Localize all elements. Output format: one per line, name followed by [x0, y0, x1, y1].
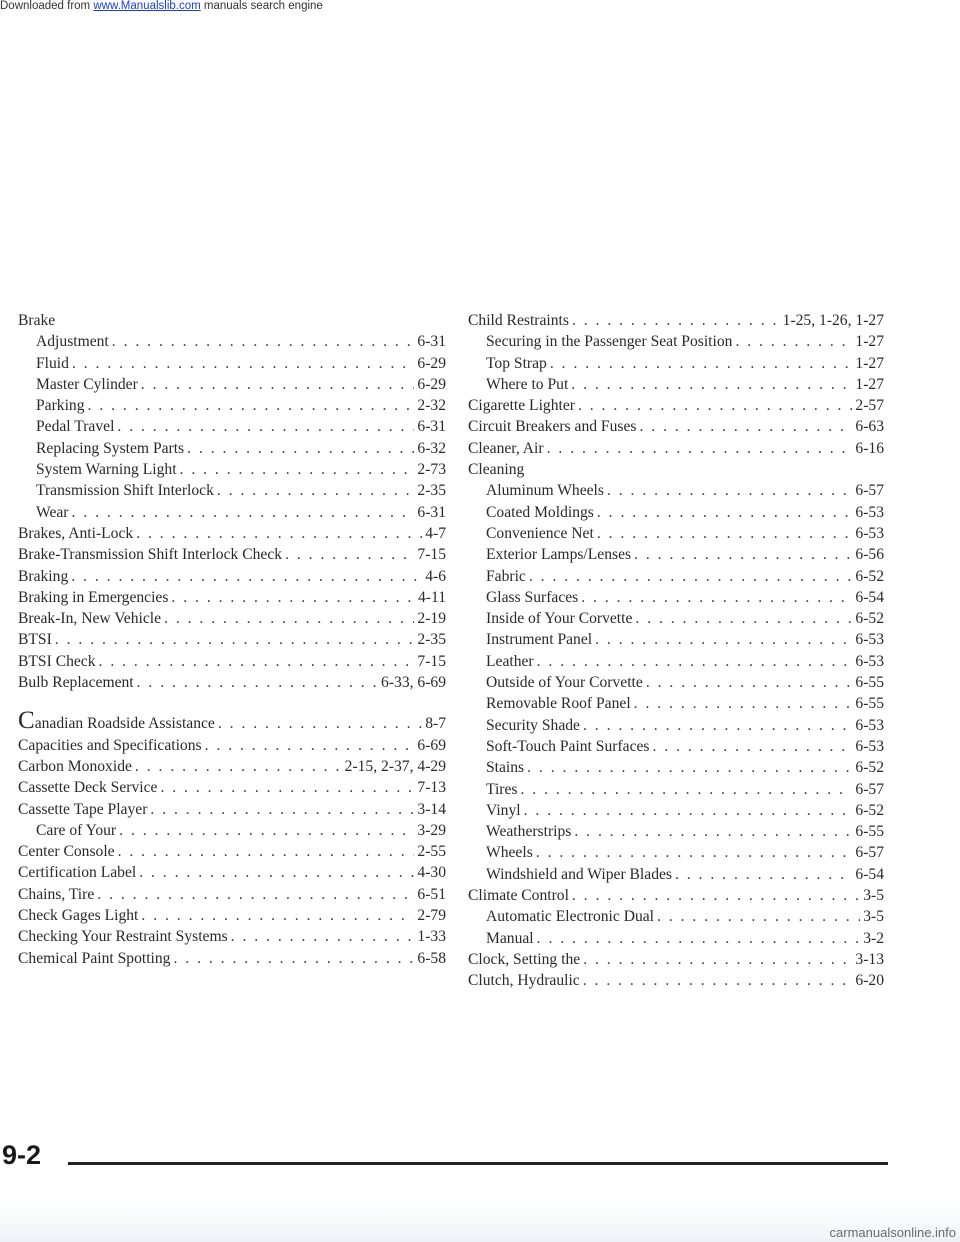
index-entry [18, 926, 446, 947]
index-subentry [468, 374, 884, 395]
dot-leader [112, 331, 415, 352]
entry-label: Parking [36, 397, 85, 415]
entry-label: Automatic Electronic Dual [486, 908, 655, 926]
dot-leader [537, 651, 853, 672]
index-entry [18, 651, 446, 672]
entry-label: Care of Your [36, 821, 117, 839]
entry-page-ref: 6-53 [855, 716, 884, 734]
entry-label: Cigarette Lighter [468, 397, 575, 415]
index-entry [18, 544, 446, 565]
entry-page-ref: 3-29 [417, 821, 446, 839]
index-subentry [468, 331, 884, 352]
index-subentry [468, 544, 884, 565]
dot-leader [285, 544, 414, 565]
section-gap [18, 693, 446, 711]
entry-label: Removable Roof Panel [486, 695, 631, 713]
entry-label: Child Restraints [468, 312, 569, 329]
index-subentry [468, 480, 884, 501]
entry-page-ref: 1-33 [417, 928, 446, 946]
index-subentry [468, 523, 884, 544]
dot-leader [578, 395, 852, 416]
entry-page-ref: 3-5 [863, 908, 884, 926]
dot-leader [97, 884, 414, 905]
index-subentry [18, 438, 446, 459]
dot-leader [205, 735, 415, 756]
index-entry [18, 672, 446, 693]
dot-leader [218, 713, 422, 734]
entry-label: Center Console [18, 843, 115, 861]
entry-label: Stains [486, 759, 525, 777]
entry-page-ref: 6-31 [417, 333, 446, 351]
dot-leader [171, 587, 415, 608]
index-subentry [468, 587, 884, 608]
entry-page-ref: 2-35 [417, 631, 446, 649]
entry-label: Vinyl [486, 801, 521, 819]
entry-page-ref: 6-53 [855, 737, 884, 755]
index-subentry [18, 374, 446, 395]
dot-leader [583, 715, 852, 736]
entry-label: Inside of Your Corvette [486, 610, 633, 628]
dot-leader [71, 566, 422, 587]
index-entry [18, 735, 446, 756]
index-subentry [468, 629, 884, 650]
entry-label: Braking in Emergencies [18, 588, 169, 606]
index-entry [468, 438, 884, 459]
entry-page-ref: 2-19 [417, 610, 446, 628]
index-entry [468, 885, 884, 906]
entry-label: Soft-Touch Paint Surfaces [486, 737, 650, 755]
index-entry [18, 884, 446, 905]
entry-label: Outside of Your Corvette [486, 674, 643, 692]
entry-page-ref: 6-52 [855, 610, 884, 628]
entry-page-ref: 7-15 [417, 652, 446, 670]
index-entry [18, 587, 446, 608]
entry-label: Bulb Replacement [18, 674, 134, 692]
dot-leader [135, 756, 342, 777]
entry-label: Leather [486, 652, 534, 670]
entry-label: Brakes, Anti-Lock [18, 524, 134, 542]
index-entry [18, 862, 446, 883]
dot-leader [136, 523, 422, 544]
dot-leader [574, 821, 852, 842]
entry-page-ref: 6-52 [855, 567, 884, 585]
dot-leader [72, 502, 415, 523]
entry-page-ref: 8-7 [425, 715, 446, 733]
entry-page-ref: 3-2 [863, 929, 884, 947]
entry-label: Climate Control [468, 887, 569, 905]
index-subentry [18, 395, 446, 416]
entry-label: Capacities and Specifications [18, 736, 202, 754]
entry-page-ref: 6-53 [855, 524, 884, 542]
entry-label: Check Gages Light [18, 907, 139, 925]
entry-label: Brake-Transmission Shift Interlock Check [18, 546, 283, 564]
entry-page-ref: 1-27 [855, 354, 884, 372]
entry-label: Coated Moldings [486, 503, 594, 521]
entry-page-ref: 6-52 [855, 759, 884, 777]
dot-leader [160, 777, 414, 798]
entry-label: Where to Put [486, 375, 569, 393]
index-subentry [468, 502, 884, 523]
dot-leader [527, 757, 852, 778]
entry-page-ref: 1-27 [855, 375, 884, 393]
entry-label: Break-In, New Vehicle [18, 610, 162, 628]
index-subentry [18, 353, 446, 374]
entry-page-ref: 6-57 [855, 482, 884, 500]
index-entry [18, 948, 446, 969]
entry-page-ref: 6-54 [855, 865, 884, 883]
dot-leader [139, 862, 414, 883]
entry-label: Checking Your Restraint Systems [18, 928, 228, 946]
entry-label: Wear [36, 503, 69, 521]
header-prefix: Downloaded from [0, 0, 94, 12]
dot-leader [141, 905, 414, 926]
entry-page-ref: 6-31 [417, 503, 446, 521]
entry-page-ref: 6-52 [855, 801, 884, 819]
dot-leader [652, 736, 852, 757]
dot-leader [572, 310, 780, 331]
dot-leader [550, 353, 853, 374]
dot-leader [72, 353, 414, 374]
index-subentry [468, 693, 884, 714]
entry-page-ref: 4-30 [417, 864, 446, 882]
dot-leader [595, 629, 852, 650]
entry-label: Cassette Tape Player [18, 800, 148, 818]
header-suffix: manuals search engine [200, 0, 323, 12]
page-number: 9-2 [2, 1140, 42, 1170]
entry-page-ref: 1-27 [855, 333, 884, 351]
entry-label: Cleaner, Air [468, 439, 544, 457]
entry-label: Master Cylinder [36, 375, 138, 393]
entry-page-ref: 2-57 [855, 397, 884, 415]
entry-label: Weatherstrips [486, 823, 572, 841]
index-subentry [468, 672, 884, 693]
download-source-header [0, 0, 323, 12]
entry-page-ref: 7-13 [417, 779, 446, 797]
index-entry [468, 416, 884, 437]
entry-page-ref: 6-57 [855, 844, 884, 862]
entry-page-ref: 2-32 [417, 397, 446, 415]
index-entry [468, 949, 884, 970]
entry-label: Fluid [36, 354, 69, 372]
index-entry [18, 608, 446, 629]
entry-label: Canadian Roadside Assistance [18, 707, 215, 735]
dot-leader [607, 480, 852, 501]
dot-leader [634, 693, 853, 714]
entry-page-ref: 2-15, 2-37, 4-29 [344, 757, 446, 775]
entry-label: BTSI [18, 631, 52, 649]
entry-label: Cassette Deck Service [18, 779, 158, 797]
entry-page-ref: 7-15 [417, 546, 446, 564]
dot-leader [187, 438, 414, 459]
index-entry [468, 395, 884, 416]
entry-page-ref: 6-51 [417, 885, 446, 903]
index-subentry [468, 842, 884, 863]
index-subentry [468, 928, 884, 949]
index-subentry [468, 651, 884, 672]
dot-leader [571, 374, 852, 395]
index-subentry [468, 757, 884, 778]
entry-page-ref: 6-29 [417, 375, 446, 393]
index-column-right [468, 310, 884, 992]
dot-leader [537, 928, 861, 949]
entry-page-ref: 6-57 [855, 780, 884, 798]
entry-page-ref: 2-79 [417, 907, 446, 925]
dot-leader [583, 970, 853, 991]
entry-label: Security Shade [486, 716, 580, 734]
dot-leader [521, 779, 853, 800]
dot-leader [583, 949, 852, 970]
entry-label: Manual [486, 929, 534, 947]
dot-leader [164, 608, 414, 629]
dot-leader [657, 906, 860, 927]
entry-page-ref: 6-29 [417, 354, 446, 372]
index-entry [18, 841, 446, 862]
dot-leader [119, 820, 414, 841]
watermark: carmanualsonline.info [829, 1225, 956, 1240]
entry-label: Glass Surfaces [486, 588, 579, 606]
entry-label: Pedal Travel [36, 418, 115, 436]
index-subentry [18, 459, 446, 480]
entry-page-ref: 4-6 [425, 567, 446, 585]
index-entry [18, 707, 446, 735]
index-subentry [468, 715, 884, 736]
entry-label: Certification Label [18, 864, 137, 882]
entry-page-ref: 6-31 [417, 418, 446, 436]
entry-page-ref: 6-33, 6-69 [381, 674, 446, 692]
entry-label: Convenience Net [486, 524, 594, 542]
entry-page-ref: 1-25, 1-26, 1-27 [782, 312, 884, 329]
entry-page-ref: 6-69 [417, 736, 446, 754]
index-heading: Cleaning [468, 461, 525, 479]
entry-label: Aluminum Wheels [486, 482, 604, 500]
entry-page-ref: 6-55 [855, 823, 884, 841]
entry-page-ref: 4-7 [425, 524, 446, 542]
dot-leader [118, 841, 415, 862]
index-subentry [18, 820, 446, 841]
bottom-band [0, 1205, 960, 1242]
entry-label: Adjustment [36, 333, 109, 351]
dot-leader [675, 864, 852, 885]
entry-page-ref: 6-54 [855, 588, 884, 606]
dot-leader [88, 395, 415, 416]
index-subentry [18, 480, 446, 501]
index-subentry [468, 821, 884, 842]
entry-page-ref: 2-73 [417, 461, 446, 479]
index-subentry [468, 864, 884, 885]
index-entry [18, 905, 446, 926]
entry-label: Carbon Monoxide [18, 757, 132, 775]
manualslib-link[interactable]: www.Manualslib.com [93, 0, 201, 12]
index-entry [468, 310, 884, 331]
entry-page-ref: 6-55 [855, 674, 884, 692]
index-subentry [468, 608, 884, 629]
entry-page-ref: 6-53 [855, 631, 884, 649]
dot-leader [137, 672, 378, 693]
entry-label: Windshield and Wiper Blades [486, 865, 672, 883]
entry-page-ref: 6-58 [417, 949, 446, 967]
entry-label: System Warning Light [36, 461, 177, 479]
dot-leader [231, 926, 415, 947]
dot-leader [646, 672, 853, 693]
index-subentry [468, 736, 884, 757]
dot-leader [217, 480, 415, 501]
entry-label: Securing in the Passenger Seat Position [486, 333, 733, 351]
entry-page-ref: 6-32 [417, 439, 446, 457]
entry-label: Transmission Shift Interlock [36, 482, 214, 500]
index-entry [18, 566, 446, 587]
dot-leader [173, 948, 414, 969]
entry-page-ref: 6-16 [855, 439, 884, 457]
dot-leader [635, 608, 852, 629]
index-entry [18, 777, 446, 798]
entry-label: BTSI Check [18, 652, 96, 670]
index-entry [18, 799, 446, 820]
entry-label: Wheels [486, 844, 533, 862]
dot-leader [735, 331, 852, 352]
index-subentry [468, 566, 884, 587]
entry-page-ref: 2-35 [417, 482, 446, 500]
entry-page-ref: 6-63 [855, 418, 884, 436]
index-entry [18, 756, 446, 777]
index-subentry [18, 502, 446, 523]
dot-leader [141, 374, 415, 395]
dot-leader [547, 438, 853, 459]
entry-page-ref: 6-56 [855, 546, 884, 564]
dot-leader [597, 502, 853, 523]
entry-label: Exterior Lamps/Lenses [486, 546, 632, 564]
footer-rule [68, 1162, 888, 1165]
dot-leader [117, 416, 414, 437]
entry-page-ref: 6-53 [855, 652, 884, 670]
entry-page-ref: 6-53 [855, 503, 884, 521]
dot-leader [536, 842, 853, 863]
index-subentry [468, 779, 884, 800]
dot-leader [639, 416, 852, 437]
dot-leader [581, 587, 852, 608]
index-entry [18, 629, 446, 650]
dot-leader [597, 523, 853, 544]
index-entry [18, 523, 446, 544]
entry-page-ref: 3-5 [863, 887, 884, 905]
entry-page-ref: 3-14 [417, 800, 446, 818]
index-subentry [468, 800, 884, 821]
entry-label: Chains, Tire [18, 885, 95, 903]
entry-label: Clutch, Hydraulic [468, 972, 580, 990]
index-subentry [18, 331, 446, 352]
entry-page-ref: 6-20 [855, 972, 884, 990]
entry-page-ref: 3-13 [855, 950, 884, 968]
dot-leader [99, 651, 415, 672]
entry-label: Instrument Panel [486, 631, 593, 649]
index-column-left [18, 310, 446, 969]
entry-label: Clock, Setting the [468, 950, 581, 968]
dot-leader [180, 459, 415, 480]
dot-leader [150, 799, 414, 820]
dot-leader [524, 800, 853, 821]
index-subentry [18, 416, 446, 437]
entry-page-ref: 2-55 [417, 843, 446, 861]
entry-label: Top Strap [486, 354, 547, 372]
entry-label: Tires [486, 780, 518, 798]
entry-label: Fabric [486, 567, 526, 585]
dot-leader [529, 566, 853, 587]
index-entry [468, 970, 884, 991]
entry-page-ref: 6-55 [855, 695, 884, 713]
entry-label: Braking [18, 567, 69, 585]
entry-label: Replacing System Parts [36, 439, 185, 457]
index-heading: Brake [18, 312, 56, 329]
dot-leader [634, 544, 852, 565]
entry-label: Chemical Paint Spotting [18, 949, 171, 967]
dot-leader [572, 885, 860, 906]
entry-page-ref: 4-11 [417, 588, 446, 606]
dot-leader [55, 629, 415, 650]
index-subentry [468, 353, 884, 374]
entry-label: Circuit Breakers and Fuses [468, 418, 637, 436]
index-subentry [468, 906, 884, 927]
